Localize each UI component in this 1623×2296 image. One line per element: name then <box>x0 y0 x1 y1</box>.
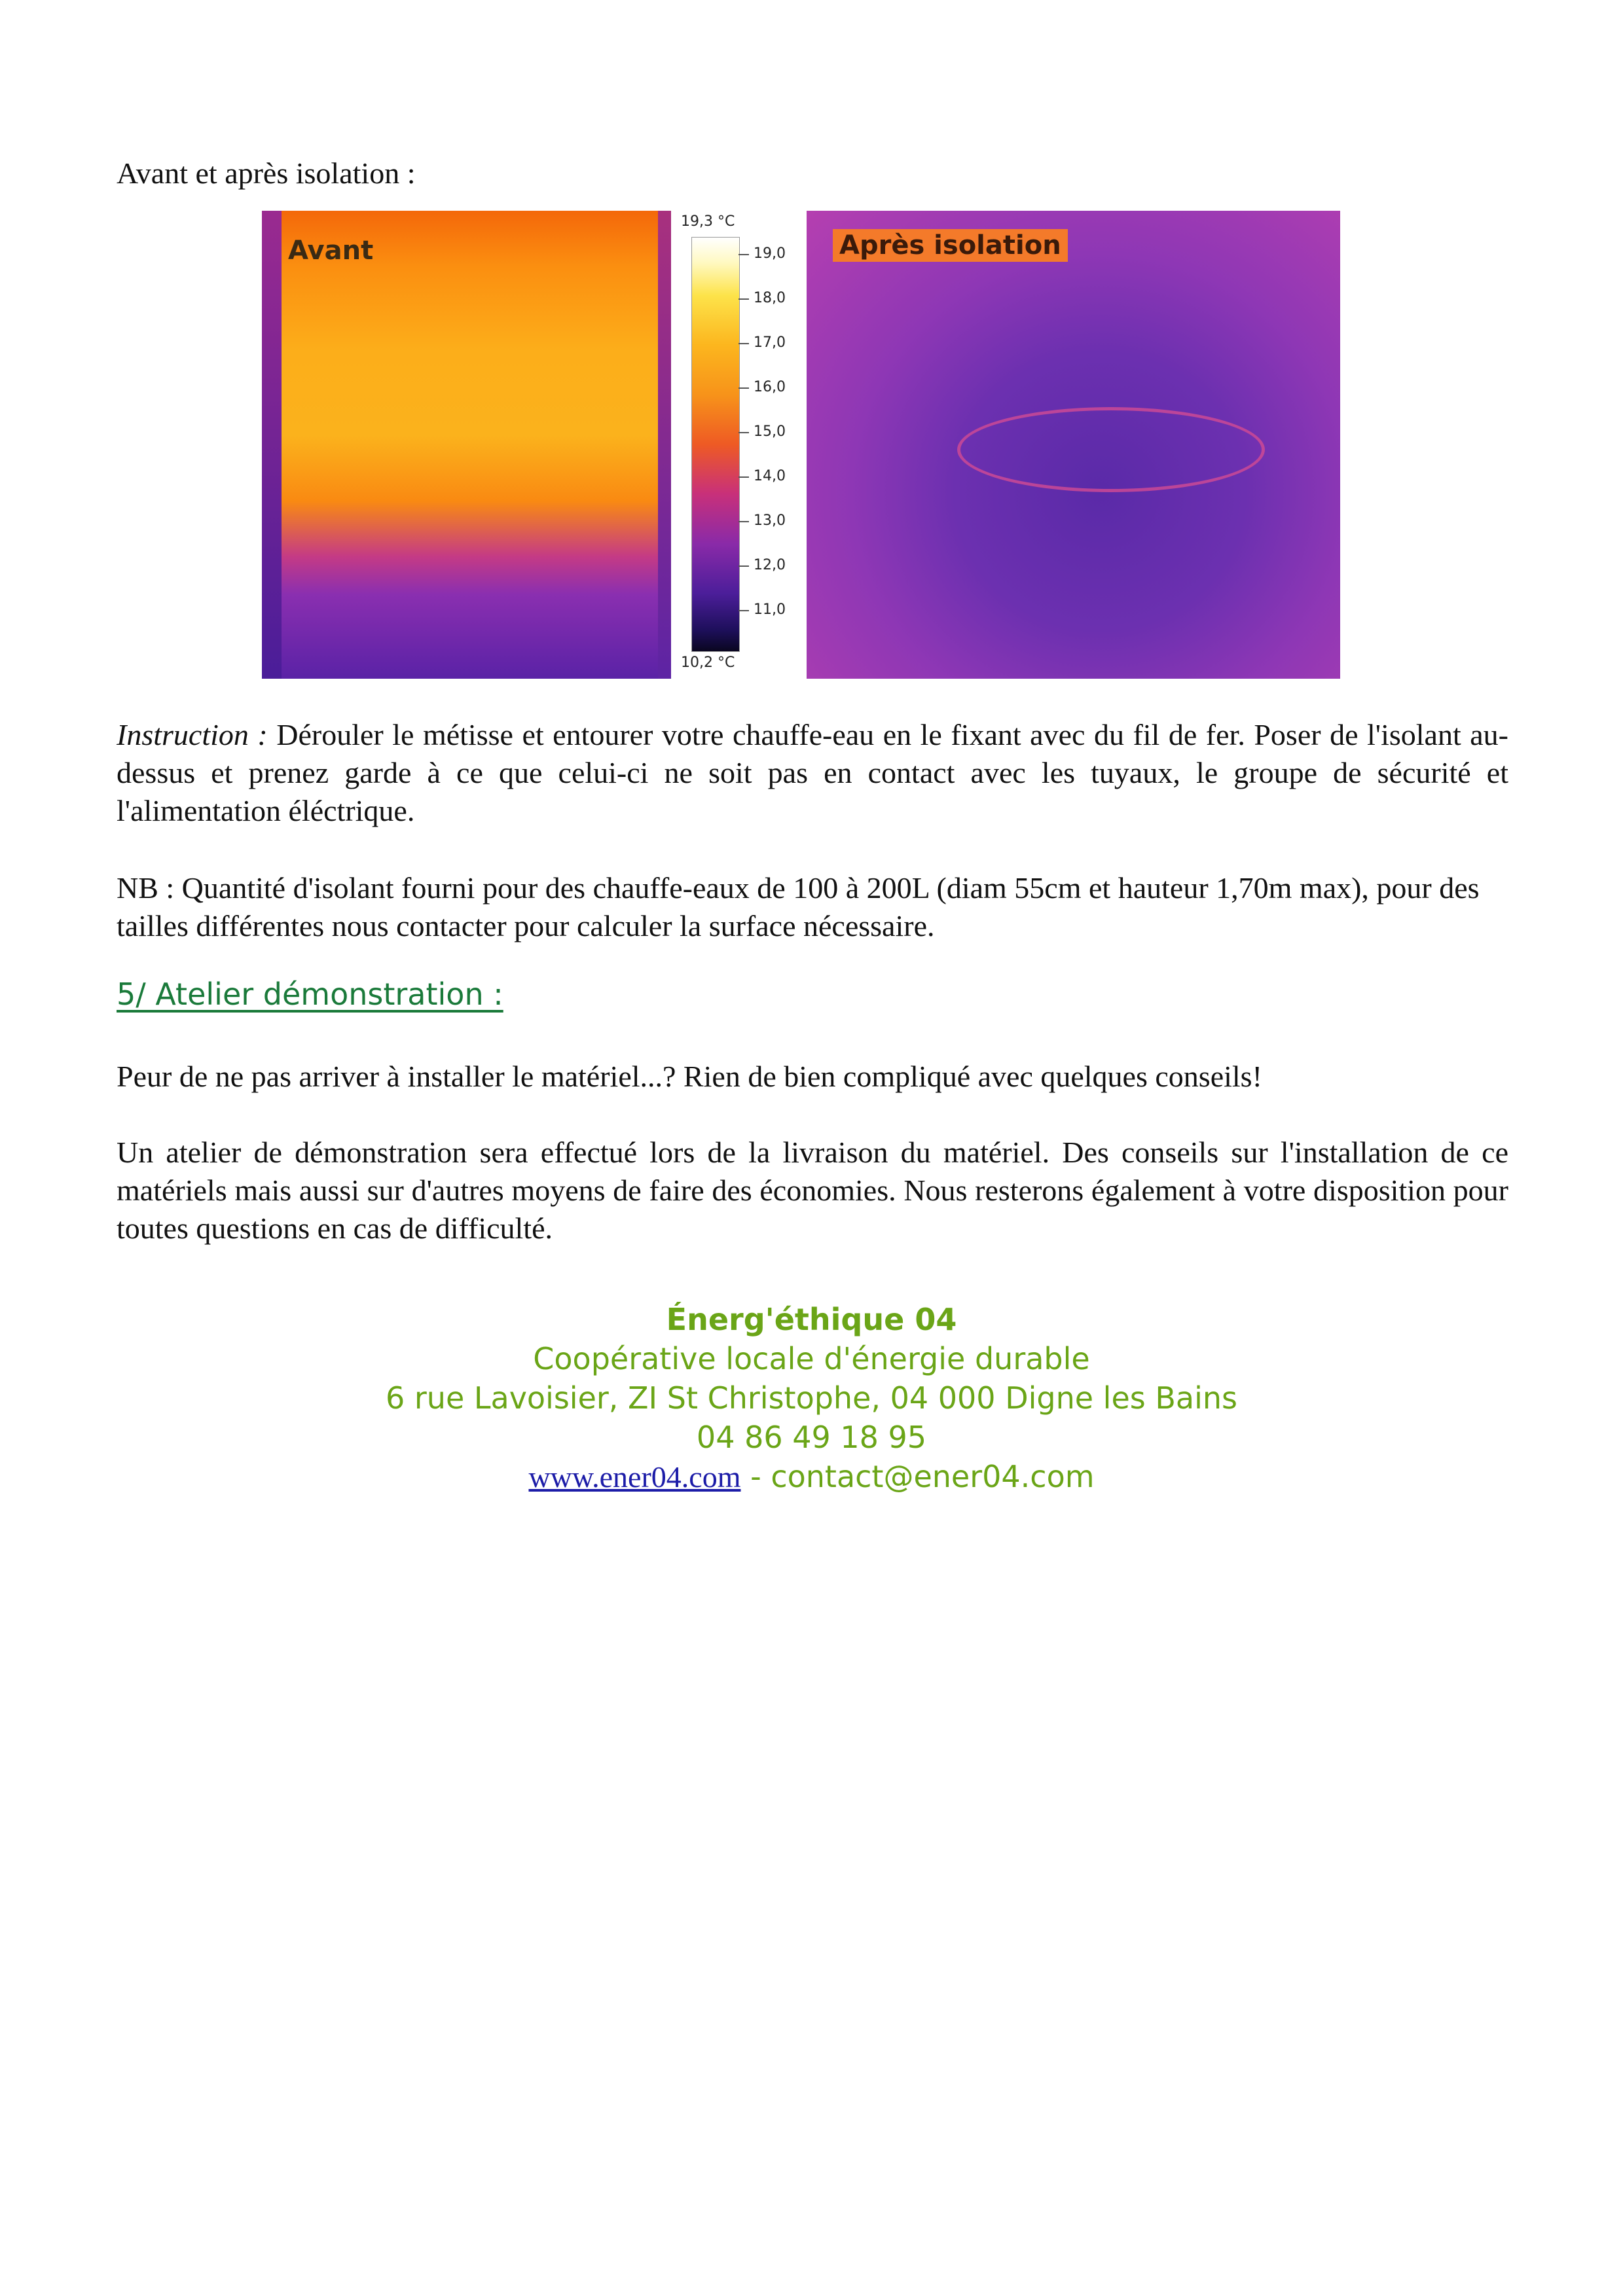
website-link[interactable]: www.ener04.com <box>528 1460 741 1494</box>
insulation-ring <box>957 407 1265 492</box>
thermal-image-before <box>262 211 671 679</box>
email-text: - contact@ener04.com <box>740 1459 1095 1494</box>
org-name: Énerg'éthique 04 <box>666 1302 957 1337</box>
scale-tick-label: 16,0 <box>754 379 786 395</box>
instruction-label: Instruction : <box>117 718 268 751</box>
intro-text: Avant et après isolation : <box>117 156 416 190</box>
org-address: 6 rue Lavoisier, ZI St Christophe, 04 000 Digne les Bains <box>386 1380 1237 1416</box>
scale-tick <box>739 387 749 389</box>
org-phone: 04 86 49 18 95 <box>696 1420 927 1455</box>
image-edge <box>658 211 671 679</box>
thermal-image-after <box>807 211 1340 679</box>
scale-min-label: 10,2 °C <box>681 655 735 671</box>
nb-paragraph: NB : Quantité d'isolant fourni pour des chauffe-eaux de 100 à 200L (diam 55cm et hauteur 1,70m max), pour des tailles différentes nous contacter pour calculer la surface nécessaire. <box>117 871 1480 942</box>
scale-tick-label: 13,0 <box>754 512 786 529</box>
contact-line <box>0 1457 1623 1497</box>
scale-gradient-bar <box>691 237 740 652</box>
after-label: Après isolation <box>833 229 1068 262</box>
scale-max-label: 19,3 °C <box>681 213 735 230</box>
before-label: Avant <box>288 236 374 266</box>
scale-tick <box>739 298 749 300</box>
scale-tick <box>739 521 749 522</box>
atelier-paragraph-1: Peur de ne pas arriver à installer le matériel...? Rien de bien compliqué avec quelques conseils! <box>117 1060 1262 1093</box>
scale-tick-label: 14,0 <box>754 468 786 484</box>
image-edge <box>262 211 282 679</box>
scale-tick-label: 17,0 <box>754 334 786 351</box>
org-tagline: Coopérative locale d'énergie durable <box>533 1341 1090 1376</box>
temperature-scale <box>678 209 803 681</box>
footer-block <box>0 1300 1623 1497</box>
scale-tick-label: 15,0 <box>754 423 786 440</box>
instruction-text: Dérouler le métisse et entourer votre chauffe-eau en le fixant avec du fil de fer. Poser de l'isolant au-dessus et prenez garde à ce que celui-ci ne soit pas en contact avec les tuyaux, le groupe de sécurité et l'alimentation éléctrique. <box>117 718 1508 827</box>
atelier-paragraph-2: Un atelier de démonstration sera effectué lors de la livraison du matériel. Des conseils sur l'installation de ce matériels mais aussi sur d'autres moyens de faire des économies. Nous resterons également à votre disposition pour toutes questions en cas de difficulté. <box>117 1136 1508 1245</box>
scale-tick-label: 18,0 <box>754 290 786 306</box>
section-title-atelier: 5/ Atelier démonstration : <box>117 977 503 1012</box>
scale-tick <box>739 432 749 433</box>
scale-tick <box>739 343 749 344</box>
scale-tick <box>739 254 749 255</box>
scale-tick-label: 19,0 <box>754 245 786 262</box>
scale-tick <box>739 610 749 611</box>
scale-tick-label: 12,0 <box>754 557 786 573</box>
scale-tick-label: 11,0 <box>754 601 786 618</box>
instruction-paragraph <box>117 716 1508 830</box>
scale-tick <box>739 565 749 567</box>
scale-tick <box>739 476 749 478</box>
